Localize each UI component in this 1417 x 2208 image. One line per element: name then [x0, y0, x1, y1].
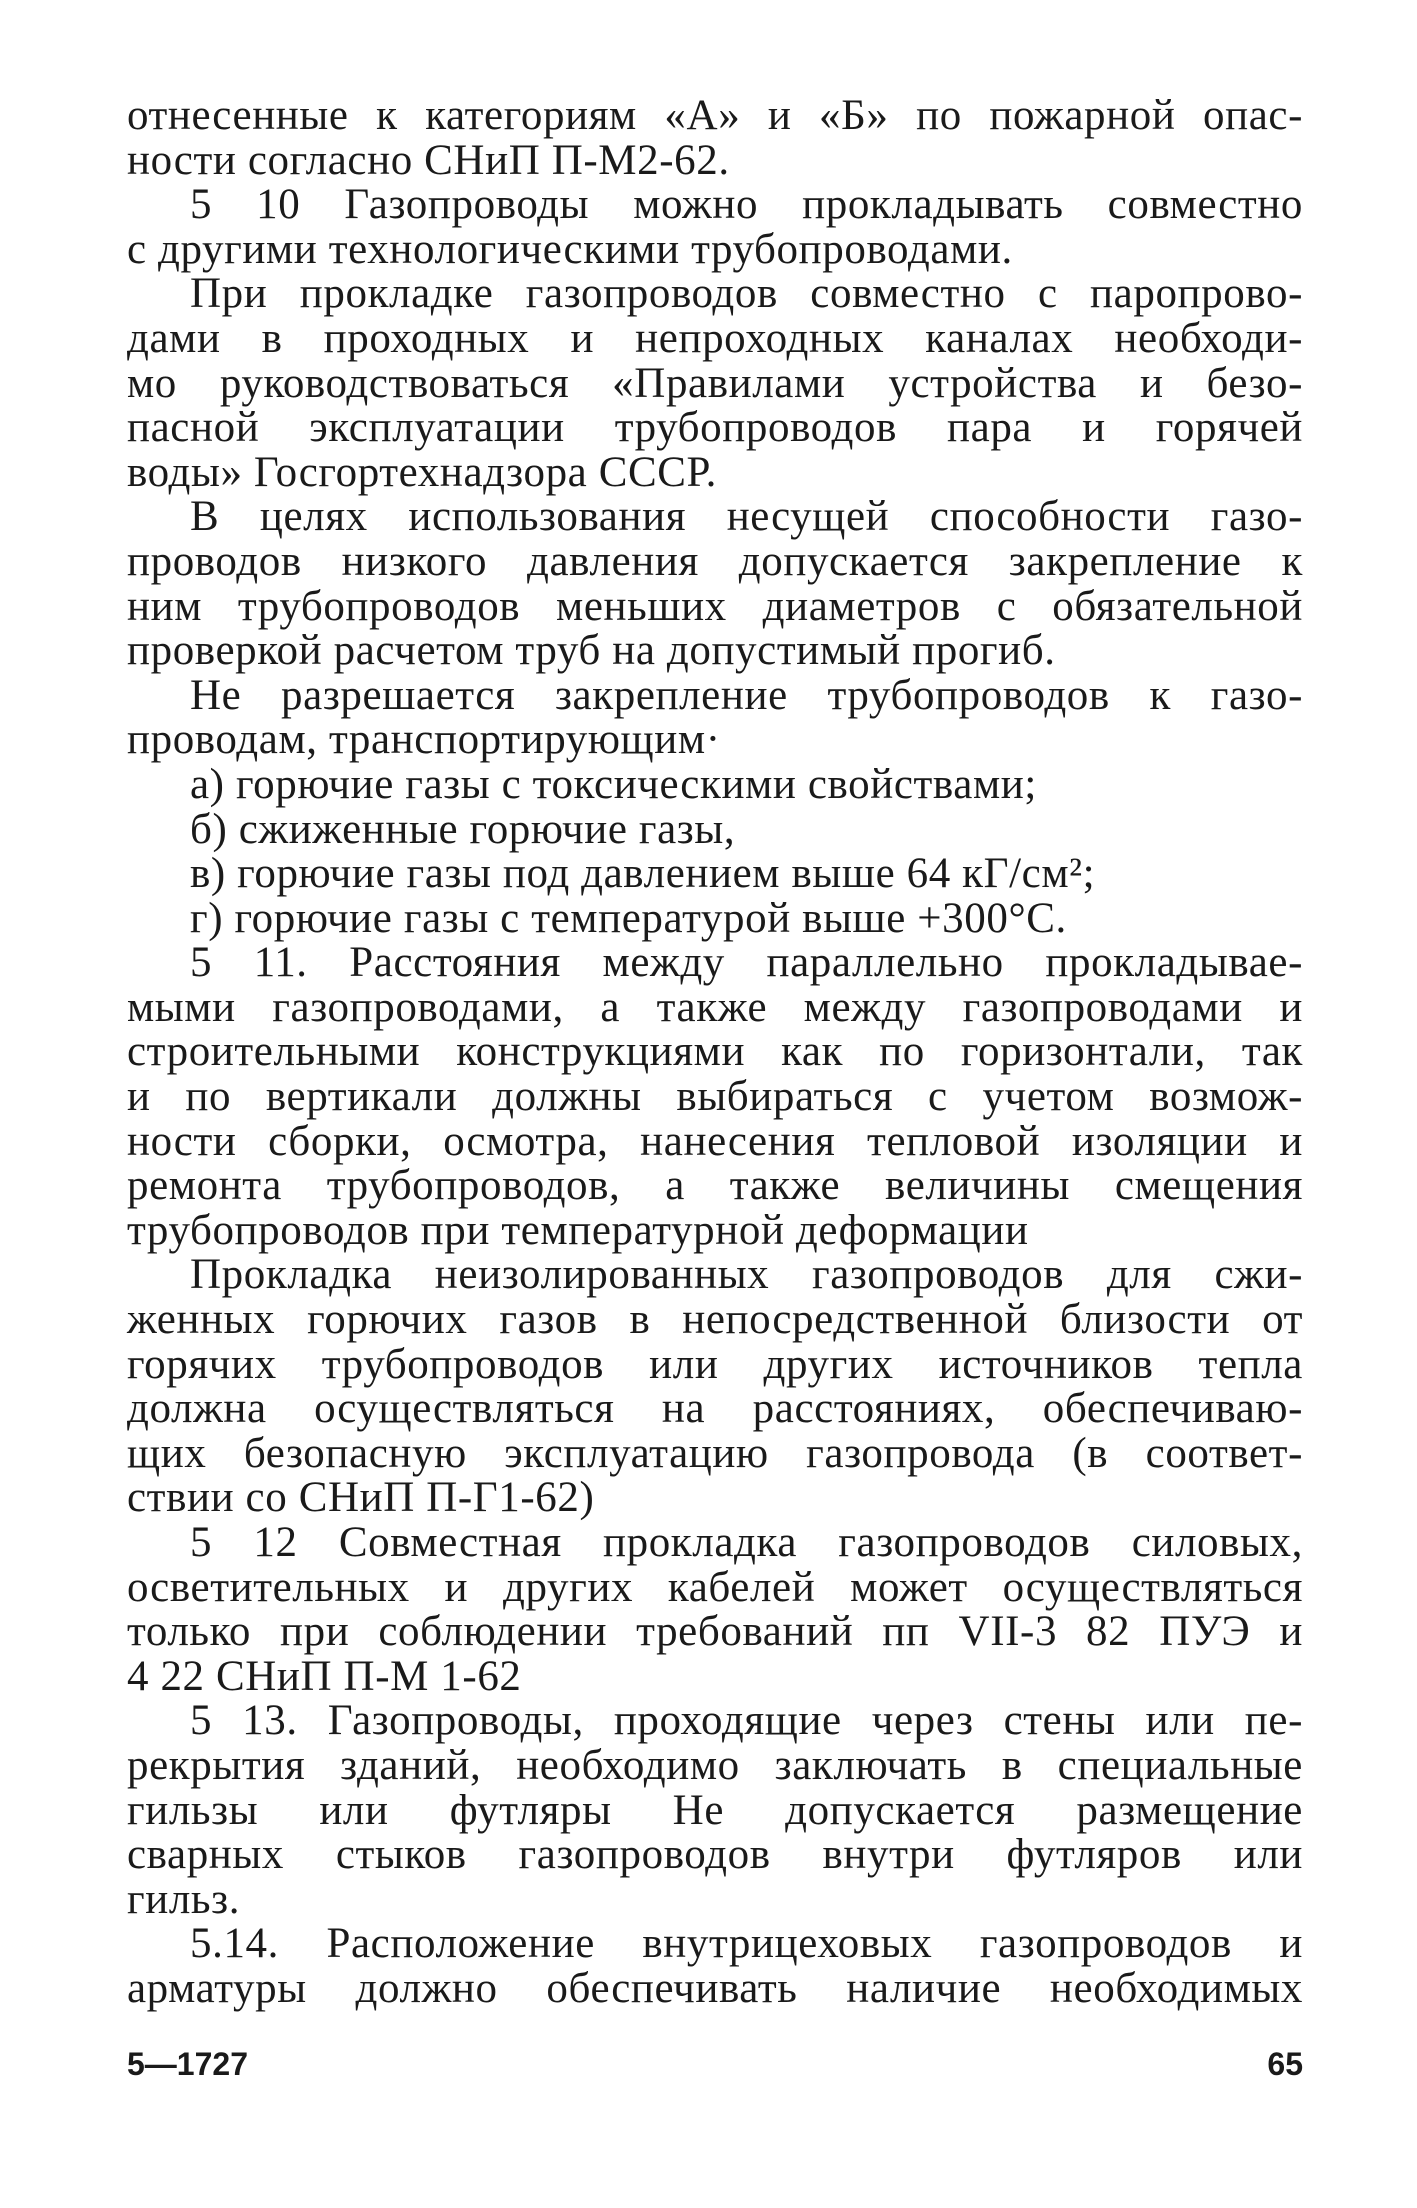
text-line: мо руководствоваться «Правилами устройства и безо- — [127, 359, 1303, 407]
list-item-b: б) сжиженные горючие газы, — [190, 805, 736, 853]
text-line: проверкой расчетом труб на допустимый прогиб. — [127, 627, 1056, 675]
paragraph-start: При прокладке газопроводов совместно с паропрово- — [190, 270, 1303, 318]
page-number: 65 — [1267, 2046, 1303, 2082]
paragraph-start: 5.14. Расположение внутрицеховых газопроводов и — [190, 1920, 1303, 1968]
paragraph-start: 5 10 Газопроводы можно прокладывать совместно — [190, 181, 1303, 229]
list-item-a: а) горючие газы с токсическими свойствами; — [190, 760, 1037, 808]
text-line: проводам, транспортирующим· — [127, 716, 721, 764]
text-line: проводов низкого давления допускается закрепление к — [127, 537, 1303, 585]
text-line: мыми газопроводами, а также между газопроводами и — [127, 983, 1303, 1031]
text-line: воды» Госгортехнадзора СССР. — [127, 448, 718, 496]
text-line: арматуры должно обеспечивать наличие необходимых — [127, 1964, 1303, 2012]
text-line: рекрытия зданий, необходимо заключать в специальные — [127, 1741, 1303, 1789]
paragraph-start: 5 11. Расстояния между параллельно прокладывае- — [190, 939, 1303, 987]
list-item-v: в) горючие газы под давлением выше 64 кГ/см²; — [190, 850, 1096, 898]
text-line: отнесенные к категориям «А» и «Б» по пожарной опас- — [127, 92, 1303, 139]
text-line: сварных стыков газопроводов внутри футляров или — [127, 1831, 1303, 1879]
paragraph-start: 5 13. Газопроводы, проходящие через стены или пе- — [190, 1697, 1303, 1745]
text-line: 4 22 СНиП П-М 1-62 — [127, 1652, 522, 1700]
text-line: и по вертикали должны выбираться с учетом возмож- — [127, 1073, 1303, 1121]
paragraph-start: Не разрешается закрепление трубопроводов к газо- — [190, 671, 1303, 719]
text-line: щих безопасную эксплуатацию газопровода (в соответ- — [127, 1429, 1303, 1477]
paragraph-start: В целях использования несущей способности газо- — [190, 493, 1303, 541]
list-item-g: г) горючие газы с температурой выше +300°С. — [190, 894, 1067, 942]
text-line: только при соблюдении требований пп VII-3 82 ПУЭ и — [127, 1608, 1303, 1656]
text-line: гильзы или футляры Не допускается размещение — [127, 1786, 1303, 1834]
text-line: ним трубопроводов меньших диаметров с обязательной — [127, 582, 1303, 630]
text-line: пасной эксплуатации трубопроводов пара и горячей — [127, 404, 1303, 452]
text-line: дами в проходных и непроходных каналах необходи- — [127, 314, 1303, 362]
text-line: ности сборки, осмотра, нанесения тепловой изоляции и — [127, 1117, 1303, 1165]
paragraph-start: Прокладка неизолированных газопроводов для сжи- — [190, 1251, 1303, 1299]
text-line: женных горючих газов в непосредственной близости от — [127, 1296, 1303, 1344]
text-line: с другими технологическими трубопроводами. — [127, 225, 1013, 273]
text-line: ствии со СНиП П-Г1-62) — [127, 1474, 595, 1522]
paragraph-start: 5 12 Совместная прокладка газопроводов силовых, — [190, 1519, 1303, 1566]
page-footer — [127, 2046, 1303, 2086]
page-body — [127, 94, 1303, 2012]
text-line: горячих трубопроводов или других источников тепла — [127, 1340, 1303, 1388]
text-line: осветительных и других кабелей может осуществляться — [127, 1563, 1303, 1611]
text-line: трубопроводов при температурной деформации — [127, 1206, 1029, 1254]
text-line: ности согласно СНиП П-М2-62. — [127, 136, 730, 184]
text-line: ремонта трубопроводов, а также величины смещения — [127, 1162, 1303, 1210]
printer-signature: 5—1727 — [127, 2046, 248, 2082]
text-line: гильз. — [127, 1875, 241, 1923]
text-line: строительными конструкциями как по горизонтали, так — [127, 1028, 1303, 1076]
text-line: должна осуществляться на расстояниях, обеспечиваю- — [127, 1385, 1303, 1433]
